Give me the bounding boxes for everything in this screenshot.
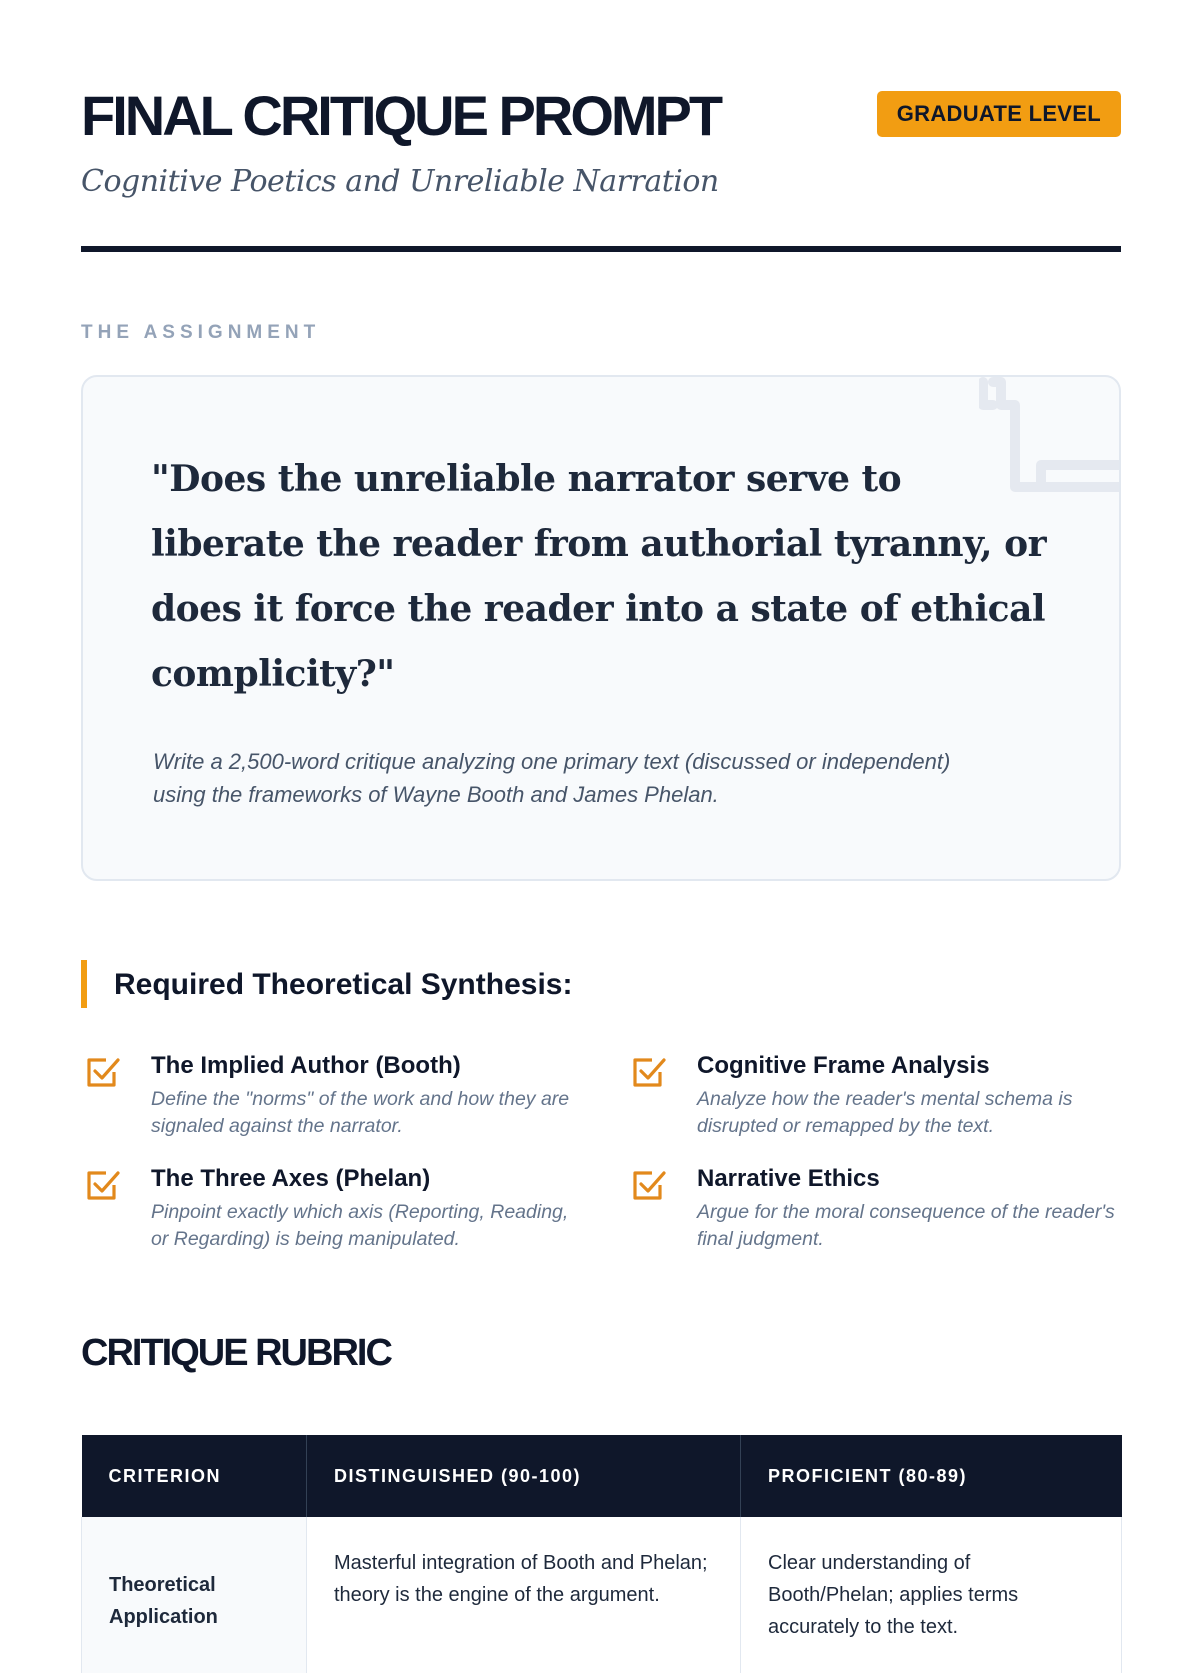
page-subtitle: Cognitive Poetics and Unreliable Narration xyxy=(81,164,719,199)
header-divider xyxy=(81,246,1121,252)
requirement-desc: Define the "norms" of the work and how they are signaled against the narrator. xyxy=(151,1088,570,1137)
checkbox-checked-icon xyxy=(84,1054,120,1090)
assignment-section-label: THE ASSIGNMENT xyxy=(81,322,321,343)
proficient-cell: Clear understanding of Booth/Phelan; applies terms accurately to the text. xyxy=(741,1517,1122,1673)
table-row xyxy=(82,1517,1122,1673)
column-header: PROFICIENT (80-89) xyxy=(741,1435,1122,1517)
header xyxy=(81,0,1121,250)
rubric-title: CRITIQUE RUBRIC xyxy=(81,1332,391,1374)
page-title: FINAL CRITIQUE PROMPT xyxy=(81,84,721,147)
assignment-card xyxy=(81,375,1121,881)
page xyxy=(81,0,1121,1638)
criterion-cell: Theoretical Application xyxy=(82,1517,307,1673)
requirement-desc: Argue for the moral consequence of the reader's final judgment. xyxy=(697,1201,1115,1250)
synthesis-title: Required Theoretical Synthesis: xyxy=(114,968,573,1001)
checkbox-checked-icon xyxy=(630,1167,666,1203)
rubric-table xyxy=(81,1435,1122,1673)
requirement-desc: Pinpoint exactly which axis (Reporting, Reading, or Regarding) is being manipulated. xyxy=(151,1201,569,1250)
requirement-name: Cognitive Frame Analysis xyxy=(697,1052,990,1079)
distinguished-cell: Masterful integration of Booth and Phelan; theory is the engine of the argument. xyxy=(307,1517,741,1673)
level-badge: GRADUATE LEVEL xyxy=(877,91,1121,137)
requirement-name: Narrative Ethics xyxy=(697,1165,880,1192)
column-header: DISTINGUISHED (90-100) xyxy=(307,1435,741,1517)
checkbox-checked-icon xyxy=(630,1054,666,1090)
requirement-name: The Three Axes (Phelan) xyxy=(151,1165,431,1192)
column-header: CRITERION xyxy=(82,1435,307,1517)
assignment-instructions: Write a 2,500-word critique analyzing one primary text (discussed or independent) using the frameworks of Wayne Booth and James Phelan. xyxy=(153,749,951,807)
accent-bar xyxy=(81,960,87,1008)
requirement-name: The Implied Author (Booth) xyxy=(151,1052,461,1079)
requirement-desc: Analyze how the reader's mental schema is disrupted or remapped by the text. xyxy=(697,1088,1073,1137)
checkbox-checked-icon xyxy=(84,1167,120,1203)
table-header-row xyxy=(82,1435,1122,1517)
assignment-question: "Does the unreliable narrator serve to liberate the reader from authorial tyranny, or does it force the reader into a state of ethical complicity?" xyxy=(151,458,1047,695)
